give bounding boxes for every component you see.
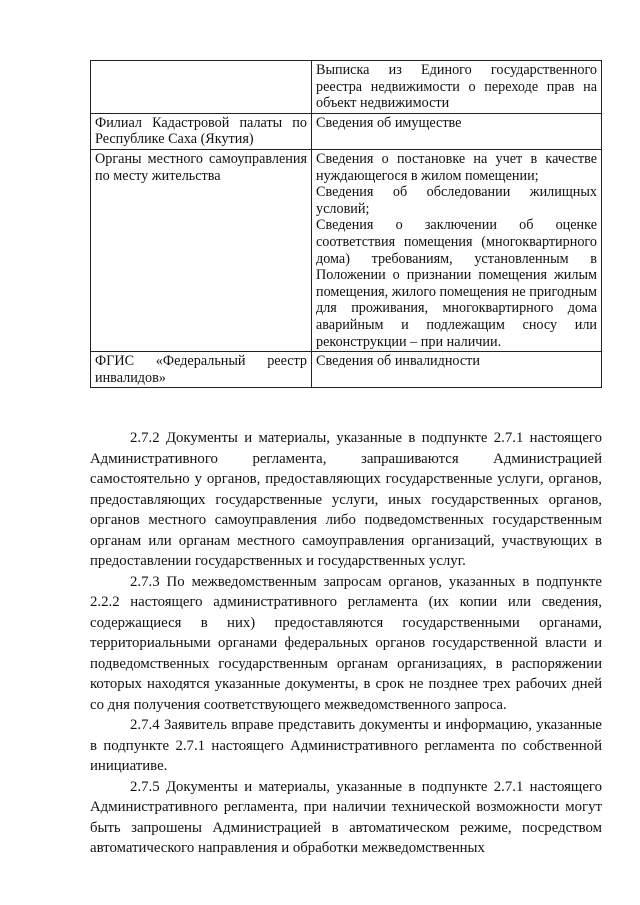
body-text <box>90 428 602 859</box>
table-cell-source <box>91 61 312 114</box>
table-cell-source: ФГИС «Федеральный реестр инвалидов» <box>91 352 312 388</box>
cell-paragraph: Сведения об инвалидности <box>316 353 480 370</box>
table-cell-document <box>312 149 602 351</box>
table-cell-document <box>312 61 602 114</box>
paragraph-2-7-3: 2.7.3 По межведомственным запросам органов, указанных в подпункте 2.2.2 настоящего административного регламента (их копии или сведения, содержащиеся в них) предоставляются государственными органами, территориальными органами федеральных органов государственной власти и подведомственных государственным органам организациях, в распоряжении которых находятся указанные документы, в срок не позднее трех рабочих дней со дня получения соответствующего межведомственного запроса. <box>90 573 602 713</box>
cell-paragraph: Выписка из Единого государственного реестра недвижимости о переходе прав на объект недвижимости <box>316 62 597 112</box>
table-cell-document <box>312 352 602 388</box>
table-cell-source: Органы местного самоуправления по месту жительства <box>91 149 312 351</box>
paragraph-2-7-5: 2.7.5 Документы и материалы, указанные в подпункте 2.7.1 настоящего Административного регламента, при наличии технической возможности могут быть запрошены Администрацией в автоматическом режиме, посредством автоматического направления и обработки межведомственных <box>90 778 602 856</box>
table-row <box>91 113 602 149</box>
table-row <box>91 149 602 351</box>
table-row <box>91 352 602 388</box>
table-cell-source: Филиал Кадастровой палаты по Республике Саха (Якутия) <box>91 113 312 149</box>
documents-table <box>90 60 602 388</box>
paragraph-2-7-4: 2.7.4 Заявитель вправе представить документы и информацию, указанные в подпункте 2.7.1 настоящего Административного регламента по собственной инициативе. <box>90 717 602 774</box>
table-row <box>91 61 602 114</box>
cell-paragraph: Сведения о постановке на учет в качестве нуждающегося в жилом помещении; <box>316 150 597 184</box>
cell-paragraph: Сведения об обследовании жилищных условий; <box>316 184 597 217</box>
paragraph-2-7-2: 2.7.2 Документы и материалы, указанные в подпункте 2.7.1 настоящего Административного регламента, запрашиваются Администрацией самостоятельно у органов, предоставляющих государственные услуги, органов, предоставляющих государственные услуги, иных государственных органов, органов местного самоуправления либо подведомственных государственным органам или органам местного самоуправления организаций, участвующих в предоставлении государственных и государственных услуг. <box>90 430 602 569</box>
cell-paragraph: Сведения о заключении об оценке соответствия помещения (многоквартирного дома) требованиям, установленным в Положении о признании помещения жилым помещения, жилого помещения не пригодным для проживания, многоквартирного дома аварийным и подлежащим сносу или реконструкции – при наличии. <box>316 217 597 350</box>
table-cell-document <box>312 113 602 149</box>
cell-paragraph: Сведения об имуществе <box>316 114 462 131</box>
